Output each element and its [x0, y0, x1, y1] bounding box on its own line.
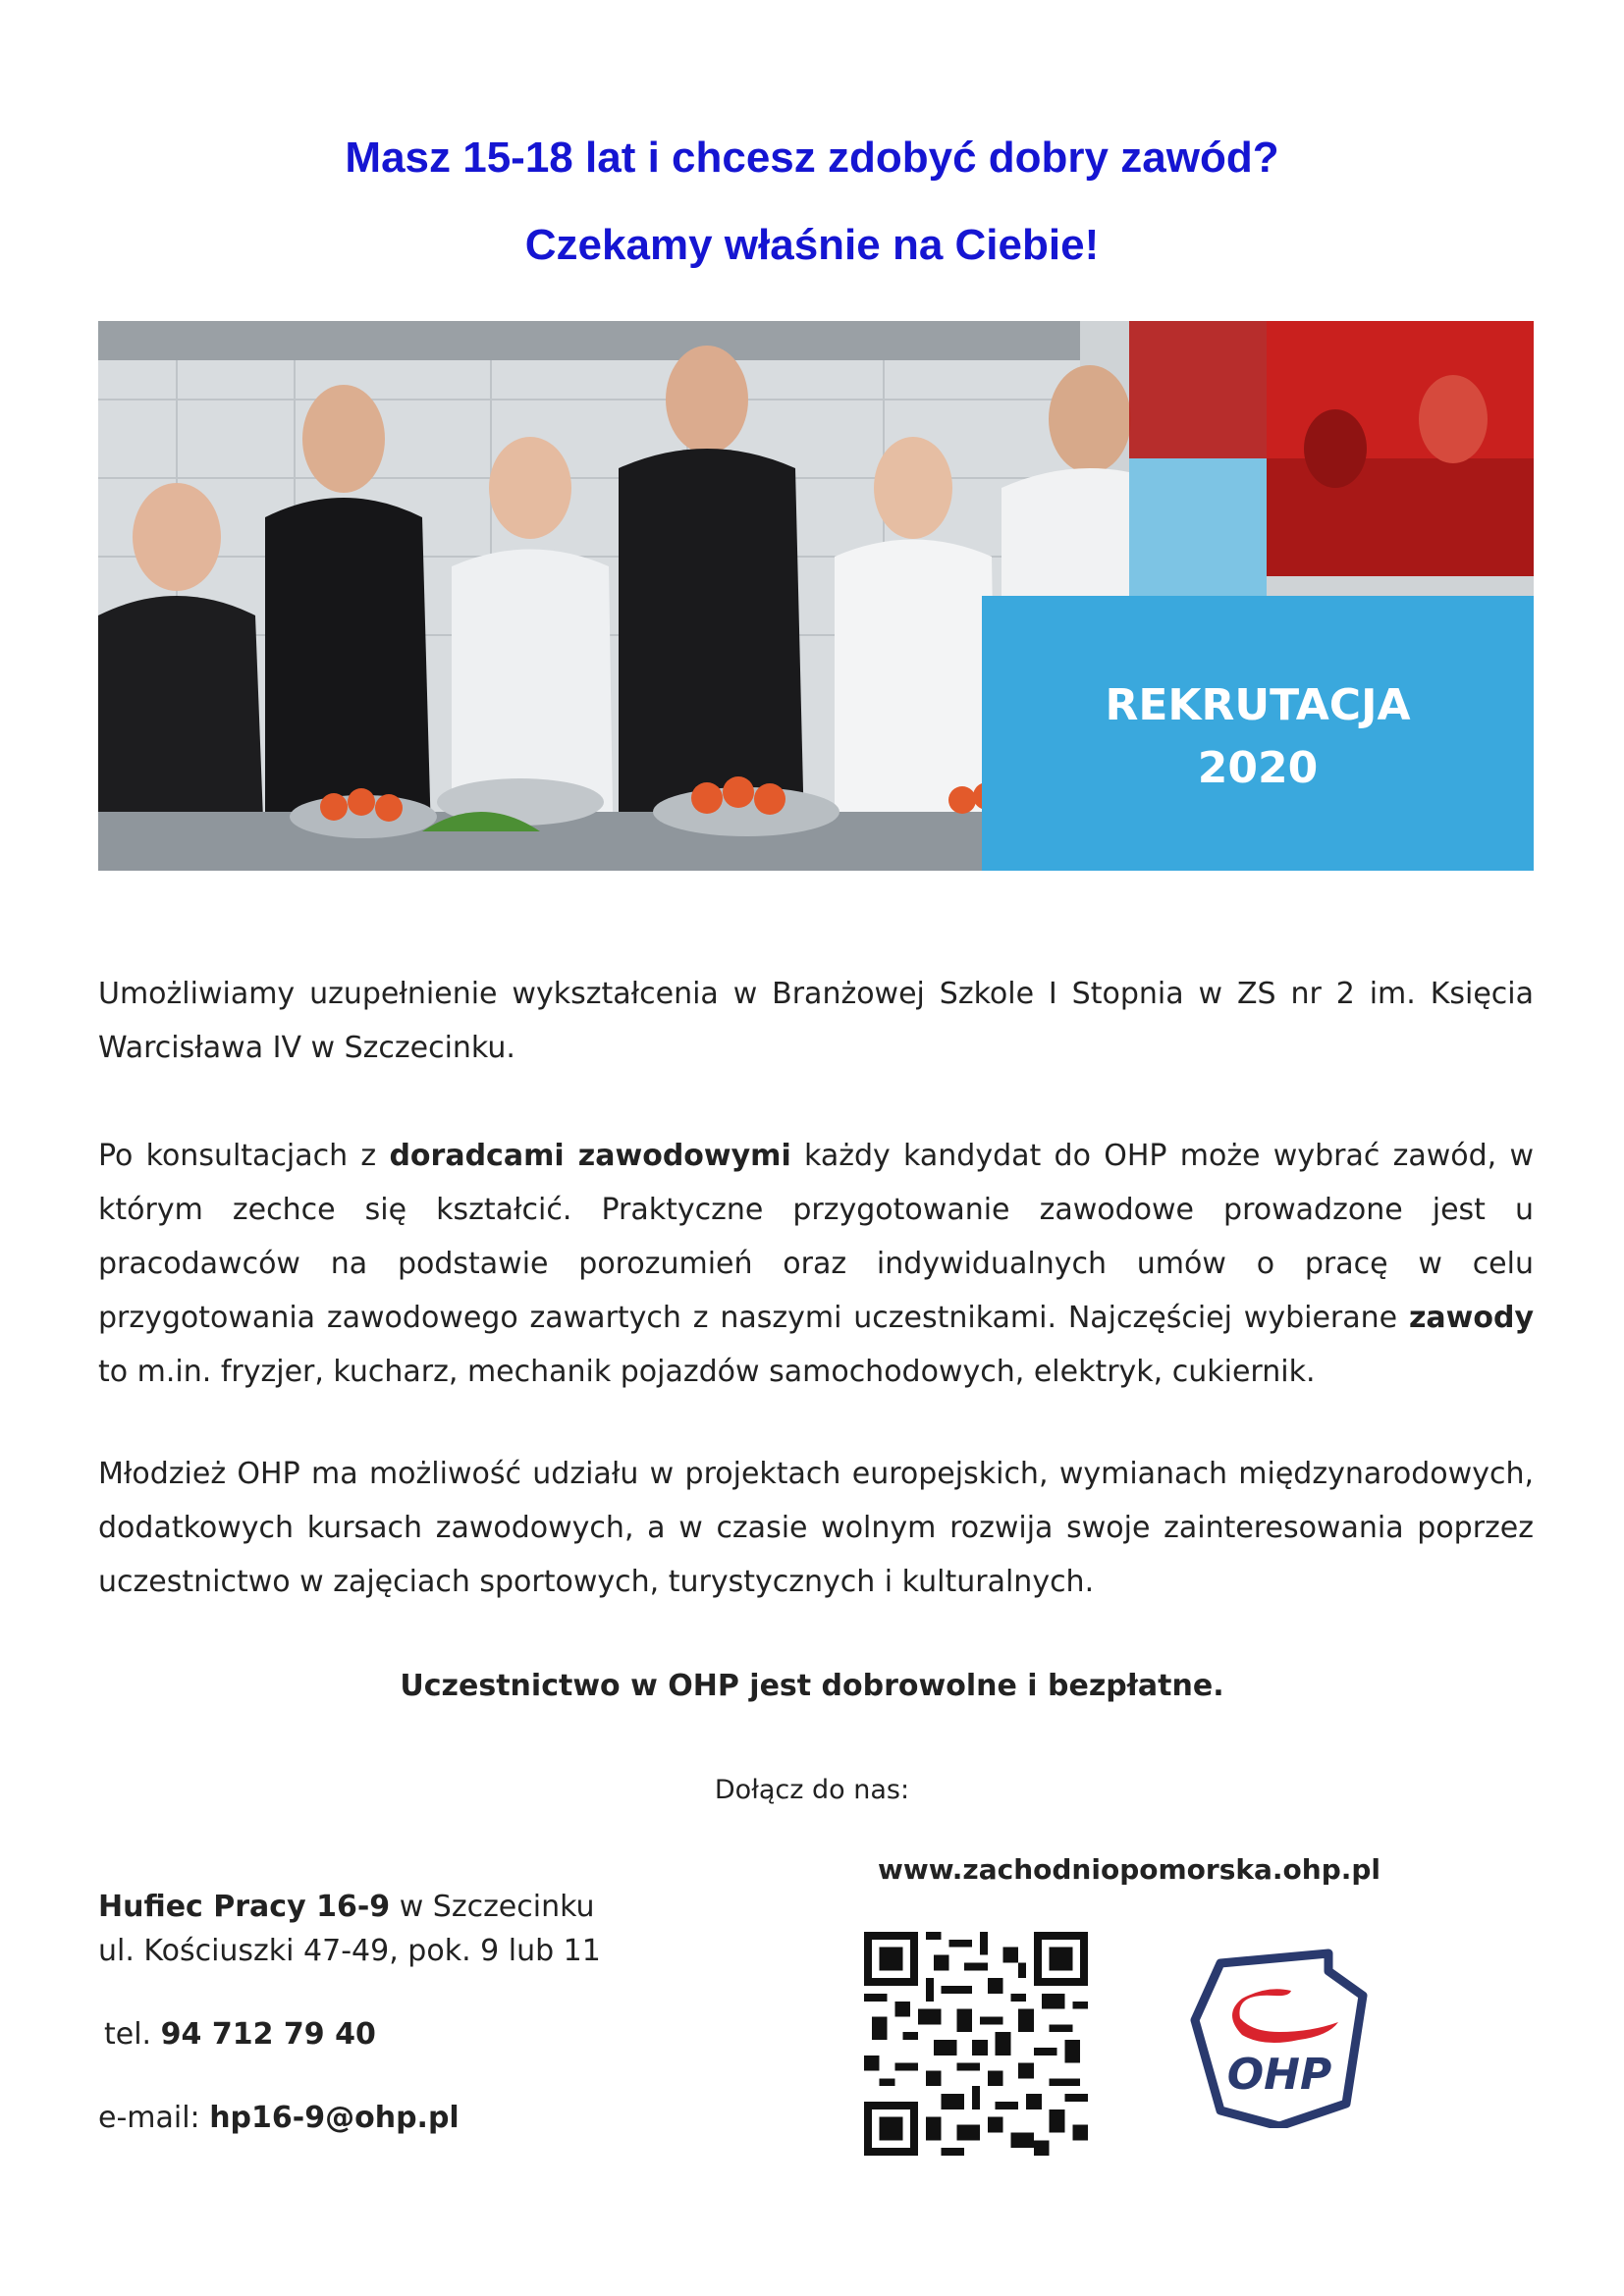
qr-code-icon[interactable] — [864, 1932, 1088, 2156]
email-address[interactable]: hp16-9@ohp.pl — [209, 2101, 460, 2135]
website-link[interactable]: www.zachodniopomorska.ohp.pl — [877, 1853, 1381, 1886]
unit-location: w Szczecinku — [390, 1890, 595, 1924]
logo-text: OHP — [1226, 2050, 1332, 2100]
phone-number[interactable]: 94 712 79 40 — [160, 2017, 376, 2052]
career-advisors-emphasis: doradcami zawodowymi — [389, 1139, 791, 1173]
banner-title-line1: REKRUTACJA — [1105, 680, 1411, 730]
headline-question: Masz 15-18 lat i chcesz zdobyć dobry zawód? — [345, 133, 1279, 182]
email — [98, 2101, 460, 2135]
email-label: e-mail: — [98, 2101, 210, 2135]
join-us-label: Dołącz do nas: — [714, 1775, 910, 1805]
recruitment-banner — [98, 321, 1534, 871]
paragraph-education: Umożliwiamy uzupełnienie wykształcenia w Branżowej Szkole I Stopnia w ZS nr 2 im. Księcia Warcisława IV w Szczecinku. — [98, 977, 1534, 1065]
paragraph-vocational-part-c: każdy kandydat do OHP może wybrać zawód, w którym zechce się kształcić. Praktyczne przygotowanie zawodowe prowadzone jest u pracodawców na podstawie porozumień oraz indywidualnych umów o pracę w celu przygotowania zawodowego zawartych z naszymi uczestnikami. Najczęściej wybierane — [98, 1139, 1535, 1335]
phone-label: tel. — [104, 2017, 161, 2052]
banner-title — [982, 674, 1534, 800]
paragraph-vocational-part-a: Po konsultacjach z — [98, 1139, 390, 1173]
ohp-logo-icon — [1181, 1942, 1378, 2128]
unit-name-bold: Hufiec Pracy 16-9 — [98, 1890, 391, 1924]
free-participation-note: Uczestnictwo w OHP jest dobrowolne i bezpłatne. — [400, 1669, 1224, 1703]
address: ul. Kościuszki 47-49, pok. 9 lub 11 — [98, 1934, 601, 1968]
banner-title-line2: 2020 — [1197, 743, 1319, 793]
paragraph-opportunities: Młodzież OHP ma możliwość udziału w projektach europejskich, wymianach międzynarodowych, dodatkowych kursach zawodowych, a w czasie wolnym rozwija swoje zainteresowania poprzez uczestnictwo w zajęciach sportowych, turystycznych i kulturalnych. — [98, 1457, 1534, 1599]
professions-emphasis: zawody — [1408, 1301, 1534, 1335]
paragraph-vocational-part-e: to m.in. fryzjer, kucharz, mechanik pojazdów samochodowych, elektryk, cukiernik. — [98, 1355, 1316, 1389]
phone — [104, 2017, 376, 2052]
paragraph-vocational — [98, 1129, 1534, 1399]
headline-invitation: Czekamy właśnie na Ciebie! — [524, 221, 1100, 269]
unit-name — [98, 1890, 595, 1924]
